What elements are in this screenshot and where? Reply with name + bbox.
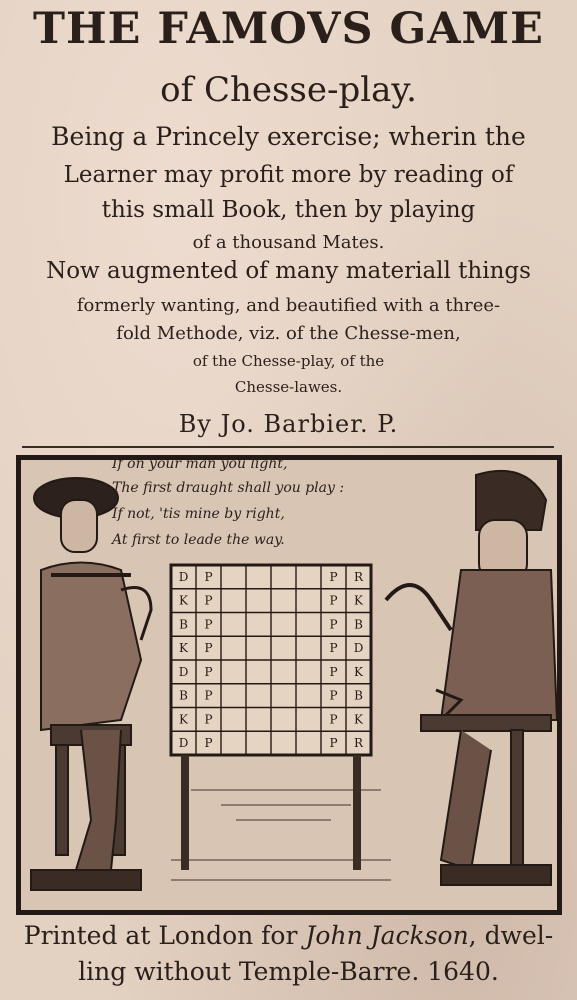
board-piece-label: D (178, 569, 189, 584)
woodcut-svg (21, 460, 557, 910)
board-pawn-label: P (204, 712, 213, 727)
board-pawn-label: P (329, 617, 338, 632)
subtitle-line: Now augmented of many materiall things (46, 258, 531, 284)
chess-board (171, 565, 371, 870)
board-piece-label: K (354, 664, 363, 679)
subtitle-line: formerly wanting, and beautified with a three- (76, 295, 501, 316)
board-pawn-label: P (329, 593, 338, 608)
board-piece-label: B (179, 617, 188, 632)
subtitle-line: of a thousand Mates. (192, 232, 385, 253)
board-pawn-label: P (204, 688, 213, 703)
board-pawn-label: P (204, 617, 213, 632)
right-player-figure (386, 471, 557, 885)
board-piece-label: D (353, 641, 364, 656)
board-pawn-label: P (204, 736, 213, 751)
board-piece-label: K (354, 593, 363, 608)
subtitle-line: fold Methode, viz. of the Chesse-men, (116, 323, 461, 344)
subtitle-line: of the Chesse-play, of the (192, 352, 385, 370)
author-line: By Jo. Barbier. P. (178, 410, 399, 438)
board-piece-label: B (354, 688, 363, 703)
imprint-prefix: Printed at London for (23, 921, 306, 950)
board-pawn-label: P (329, 641, 338, 656)
verse-line: If not, 'tis mine by right, (112, 506, 285, 522)
subtitle-line: this small Book, then by playing (101, 197, 476, 223)
board-pawn-label: P (204, 664, 213, 679)
subtitle-line: Learner may profit more by reading of (63, 162, 514, 188)
title-line-2: of Chesse-play. (160, 70, 417, 110)
board-piece-label: R (353, 736, 364, 751)
verse-line: If on your man you light, (112, 456, 288, 472)
board-piece-label: B (179, 688, 188, 703)
verse-line: At first to leade the way. (112, 532, 285, 548)
board-piece-label: R (353, 569, 364, 584)
board-piece-label: K (179, 593, 188, 608)
board-piece-label: B (354, 617, 363, 632)
imprint-line-2: ling without Temple-Barre. 1640. (78, 957, 499, 986)
board-piece-label: K (179, 641, 188, 656)
divider-rule (22, 446, 554, 448)
verse-line: The first draught shall you play : (112, 480, 345, 496)
board-pawn-label: P (329, 736, 338, 751)
board-pawn-label: P (329, 712, 338, 727)
board-piece-label: D (178, 736, 189, 751)
board-piece-label: K (179, 712, 188, 727)
board-pawn-label: P (329, 569, 338, 584)
imprint-line-1 (0, 921, 577, 950)
board-pawn-label: P (204, 641, 213, 656)
publisher-name: John Jackson (305, 921, 469, 950)
board-piece-label: K (354, 712, 363, 727)
board-piece-label: D (178, 664, 189, 679)
board-pawn-label: P (204, 569, 213, 584)
board-pawn-label: P (329, 664, 338, 679)
woodcut-illustration (16, 455, 562, 915)
subtitle-line: Chesse-lawes. (234, 378, 343, 396)
title-line-1: THE FAMOVS GAME (33, 4, 544, 54)
imprint-suffix: , dwel- (468, 921, 554, 950)
subtitle-line: Being a Princely exercise; wherin the (51, 122, 526, 151)
board-pawn-label: P (329, 688, 338, 703)
board-pawn-label: P (204, 593, 213, 608)
